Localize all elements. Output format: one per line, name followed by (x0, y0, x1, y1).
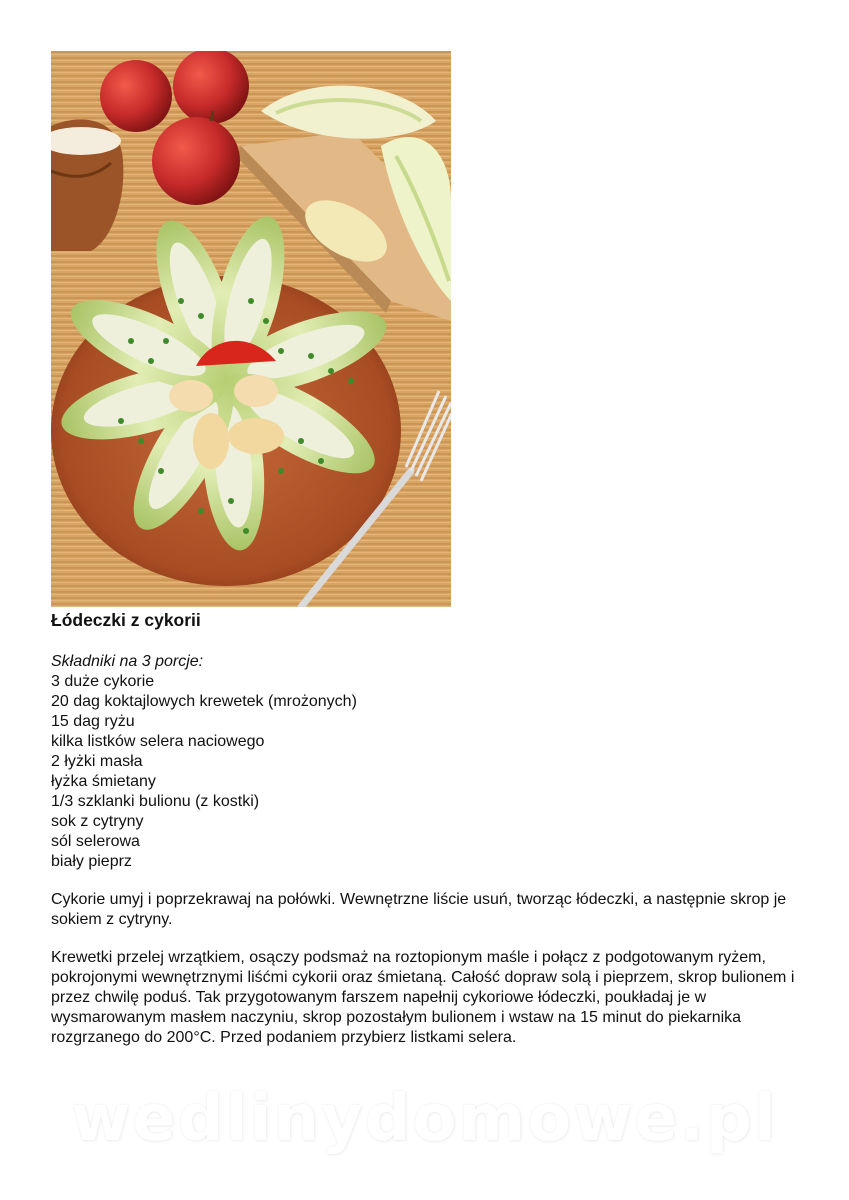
chicory-boats-illustration (51, 51, 451, 607)
ingredient-item: łyżka śmietany (51, 773, 156, 790)
ingredient-item: 2 łyżki masła (51, 753, 143, 770)
ingredients-list (51, 652, 357, 872)
ingredient-item: 1/3 szklanki bulionu (z kostki) (51, 793, 260, 810)
ingredient-item: 3 duże cykorie (51, 673, 155, 690)
instruction-step-2: Krewetki przelej wrzątkiem, osączy podsmaż na roztopionym maśle i połącz z podgotowanym ryżem, pokrojonymi wewnętrznymi liśćmi cykorii oraz śmietaną. Całość dopraw solą i pieprzem, skrop bulionem i przez chwilę poduś. Tak przygotowanym farszem napełnij cykoriowe łódeczki, poukładaj je w wysmarowanym masłem naczyniu, skrop pozostałym bulionem i wstaw na 15 minut do piekarnika rozgrzanego do 200°C. Przed podaniem przybierz listkami selera. (51, 949, 795, 1046)
recipe-title: Łódeczki z cykorii (51, 610, 201, 630)
ingredient-item: 15 dag ryżu (51, 713, 135, 730)
ingredient-item: biały pieprz (51, 853, 132, 870)
ingredients-heading: Składniki na 3 porcje: (51, 653, 204, 670)
recipe-photo (51, 51, 451, 607)
ingredient-item: kilka listków selera naciowego (51, 733, 265, 750)
ingredient-item: 20 dag koktajlowych krewetek (mrożonych) (51, 693, 357, 710)
site-watermark: wedlinydomowe.pl (71, 1082, 778, 1156)
ingredient-item: sól selerowa (51, 833, 140, 850)
instruction-step-1: Cykorie umyj i poprzekrawaj na połówki. Wewnętrzne liście usuń, tworząc łódeczki, a następnie skrop je sokiem z cytryny. (51, 891, 787, 928)
ingredient-item: sok z cytryny (51, 813, 144, 830)
